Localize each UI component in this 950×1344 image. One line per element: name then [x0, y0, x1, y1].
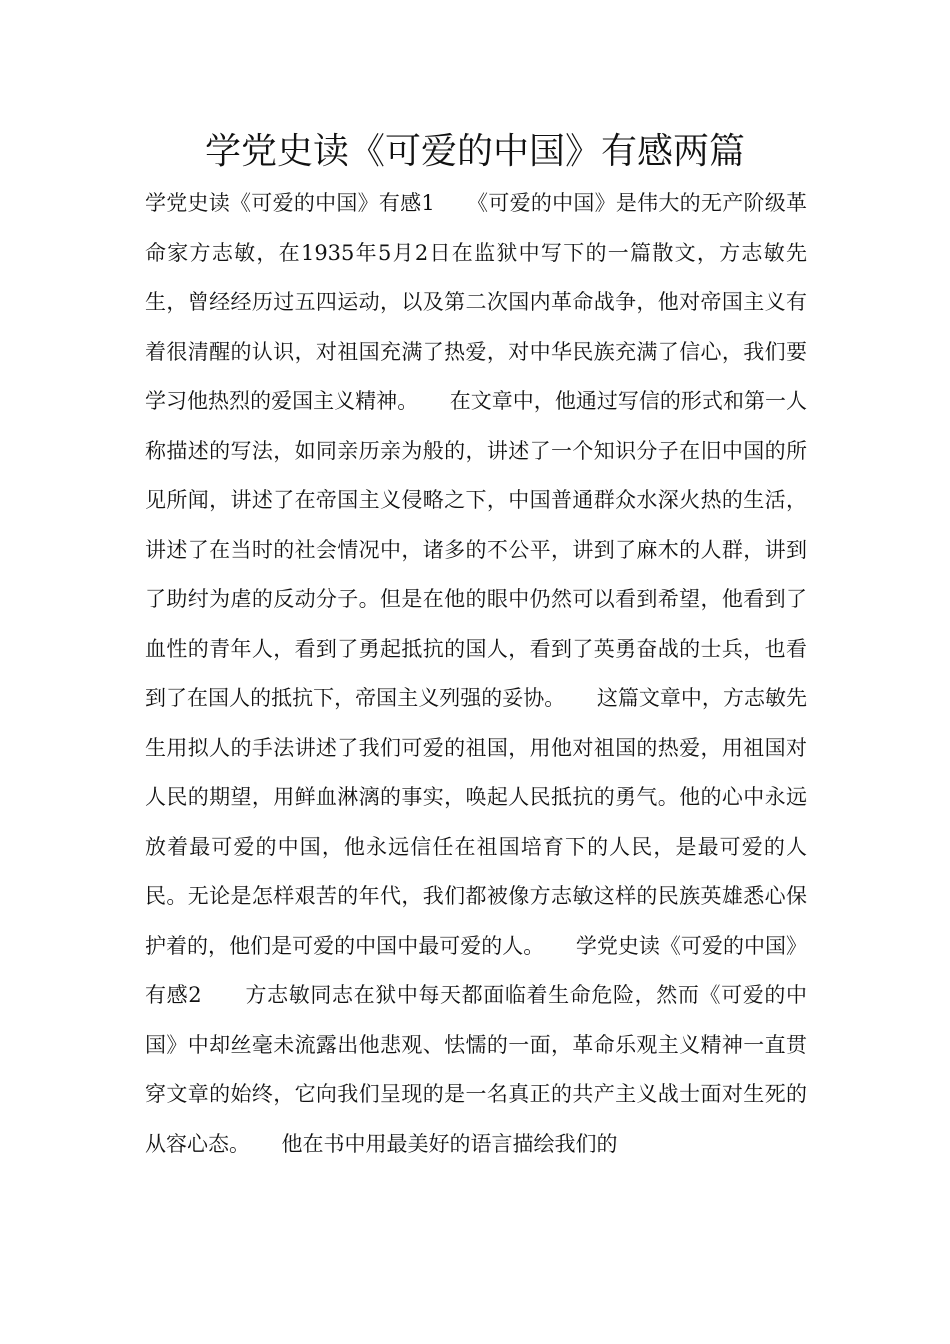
- document-title: 学党史读《可爱的中国》有感两篇: [204, 131, 745, 172]
- document-body: 学党史读《可爱的中国》有感1 《可爱的中国》是伟大的无产阶级革命家方志敏，在1935年5月2日在监狱中写下的一篇散文，方志敏先生，曾经经历过五四运动，以及第二次国内革命战争，他对帝国主义有着很清醒的认识，对祖国充满了热爱，对中华民族充满了信心，我们要学习他热烈的爱国主义精神。 在文章中，他通过写信的形式和第一人称描述的写法，如同亲历亲为般的，讲述了一个知识分子在旧中国的所见所闻，讲述了在帝国主义侵略之下，中国普通群众水深火热的生活，讲述了在当时的社会情况中，诸多的不公平，讲到了麻木的人群，讲到了助纣为虐的反动分子。但是在他的眼中仍然可以看到希望，他看到了血性的青年人，看到了勇起抵抗的国人，看到了英勇奋战的士兵，也看到了在国人的抵抗下，帝国主义列强的妥协。 这篇文章中，方志敏先生用拟人的手法讲述了我们可爱的祖国，用他对祖国的热爱，用祖国对人民的期望，用鲜血淋漓的事实，唤起人民抵抗的勇气。他的心中永远放着最可爱的中国，他永远信任在祖国培育下的人民，是最可爱的人民。无论是怎样艰苦的年代，我们都被像方志敏这样的民族英雄悉心保护着的，他们是可爱的中国中最可爱的人。 学党史读《可爱的中国》有感2 方志敏同志在狱中每天都面临着生命危险，然而《可爱的中国》中却丝毫未流露出他悲观、怯懦的一面，革命乐观主义精神一直贯穿文章的始终，它向我们呈现的是一名真正的共产主义战士面对生死的从容心态。 他在书中用最美好的语言描绘我们的: [145, 191, 807, 1156]
